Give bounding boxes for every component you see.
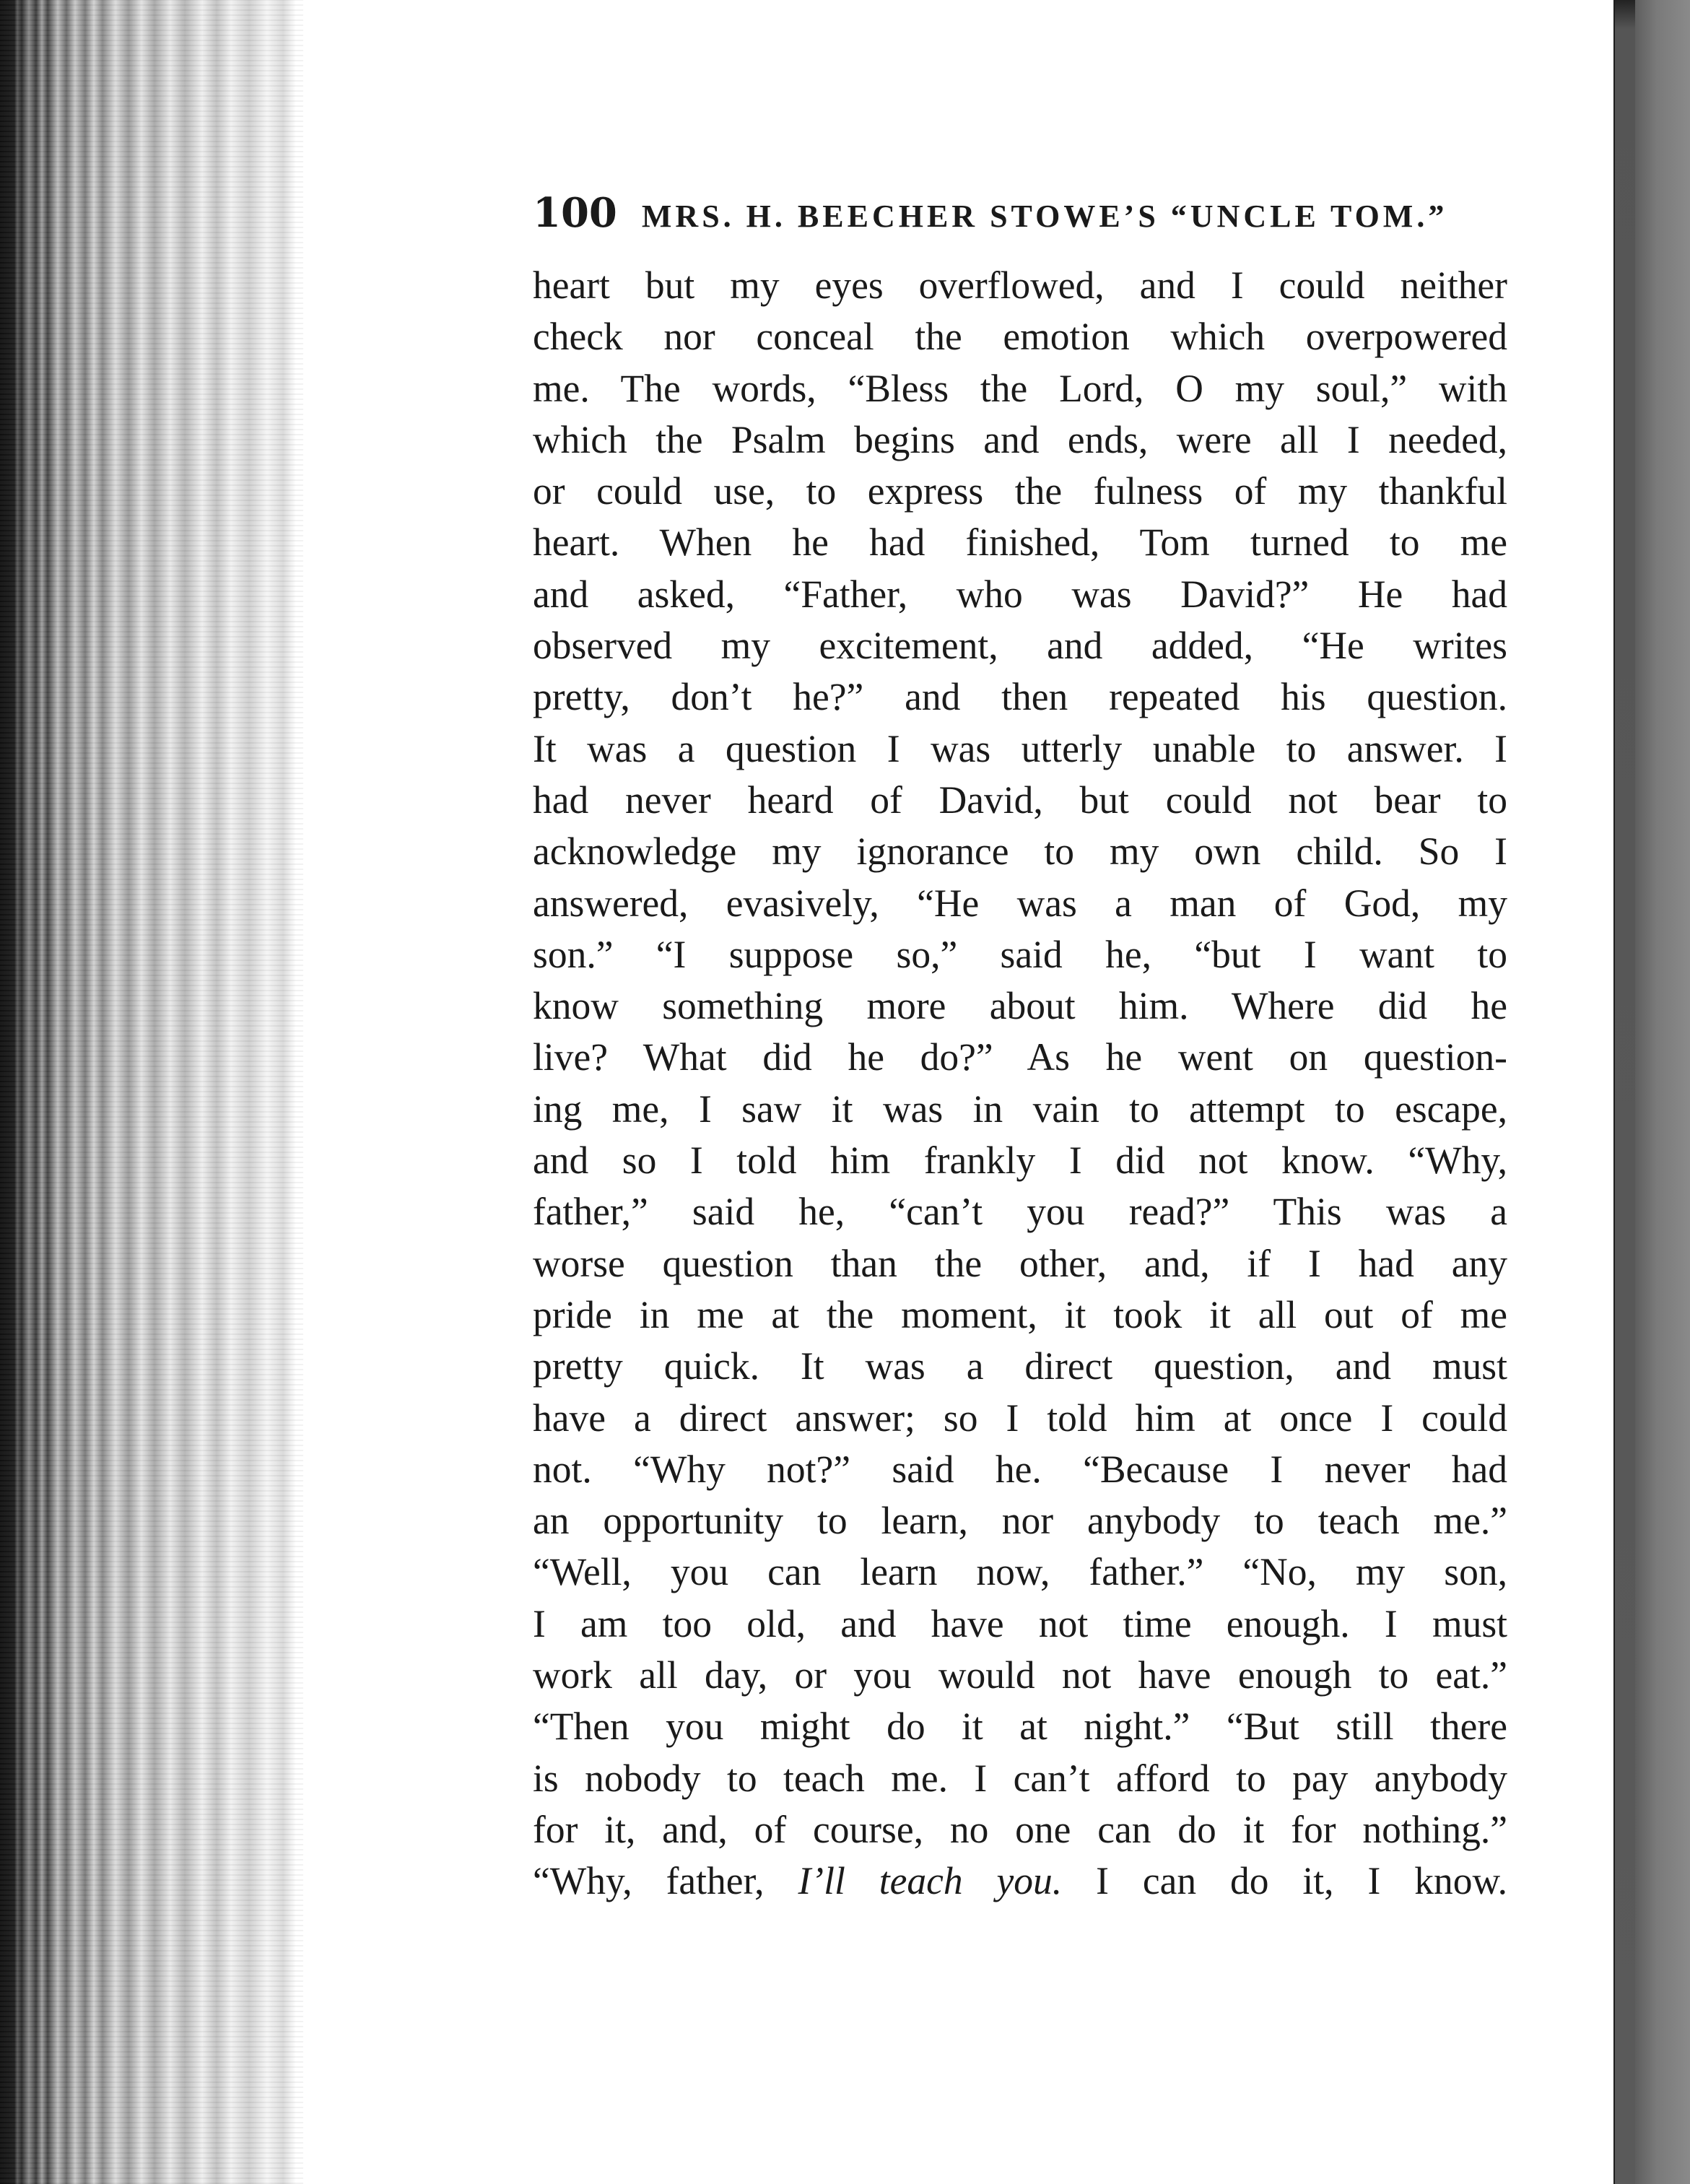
text-line: answered, evasively, “He was a man of God, my bbox=[533, 881, 1507, 925]
text-line: check nor conceal the emotion which overpowered bbox=[533, 315, 1507, 359]
text-line: It was a question I was utterly unable to answer. I bbox=[533, 726, 1507, 770]
text-line: and asked, “Father, who was David?” He had bbox=[533, 572, 1507, 616]
last-line-end: I can do it, I know. bbox=[1062, 1859, 1507, 1903]
text-line: worse question than the other, and, if I had any bbox=[533, 1241, 1507, 1285]
text-line: an opportunity to learn, nor anybody to teach me.” bbox=[533, 1499, 1507, 1543]
text-line: for it, and, of course, no one can do it for nothing.” bbox=[533, 1807, 1507, 1851]
book-right-edge-strip bbox=[1615, 0, 1635, 2184]
running-title: MRS. H. BEECHER STOWE’S “UNCLE TOM.” bbox=[641, 199, 1448, 234]
page-text-block bbox=[533, 180, 1507, 1907]
text-line: acknowledge my ignorance to my own child. So I bbox=[533, 830, 1507, 874]
last-line-italic: I’ll teach you. bbox=[798, 1859, 1063, 1903]
text-line: live? What did he do?” As he went on question- bbox=[533, 1035, 1507, 1079]
text-line: have a direct answer; so I told him at once I could bbox=[533, 1396, 1507, 1440]
text-line: heart. When he had finished, Tom turned to me bbox=[533, 521, 1507, 565]
text-line: had never heard of David, but could not bear to bbox=[533, 778, 1507, 822]
last-line-start: “Why, father, bbox=[533, 1859, 798, 1903]
text-line: work all day, or you would not have enough to eat.” bbox=[533, 1653, 1507, 1697]
text-line: “Then you might do it at night.” “But still there bbox=[533, 1705, 1507, 1749]
text-line: pretty quick. It was a direct question, and must bbox=[533, 1344, 1507, 1388]
text-line: and so I told him frankly I did not know. “Why, bbox=[533, 1139, 1507, 1183]
text-line: which the Psalm begins and ends, were all I needed, bbox=[533, 417, 1507, 461]
text-line: pretty, don’t he?” and then repeated his question. bbox=[533, 675, 1507, 719]
text-line: me. The words, “Bless the Lord, O my soul,” with bbox=[533, 366, 1507, 410]
text-line: pride in me at the moment, it took it all out of me bbox=[533, 1292, 1507, 1336]
text-line: heart but my eyes overflowed, and I could neither bbox=[533, 264, 1507, 307]
text-line: know something more about him. Where did he bbox=[533, 984, 1507, 1028]
text-line: observed my excitement, and added, “He writes bbox=[533, 624, 1507, 668]
text-line: ing me, I saw it was in vain to attempt to escape, bbox=[533, 1087, 1507, 1131]
text-line: “Well, you can learn now, father.” “No, my son, bbox=[533, 1550, 1507, 1594]
text-line: son.” “I suppose so,” said he, “but I want to bbox=[533, 932, 1507, 976]
text-line: or could use, to express the fulness of my thankful bbox=[533, 469, 1507, 513]
text-line: is nobody to teach me. I can’t afford to pay anybody bbox=[533, 1756, 1507, 1800]
page-number: 100 bbox=[533, 189, 617, 237]
text-line-last bbox=[533, 1855, 1507, 1907]
running-head bbox=[533, 180, 1507, 245]
text-line: not. “Why not?” said he. “Because I never had bbox=[533, 1447, 1507, 1491]
text-line: I am too old, and have not time enough. I must bbox=[533, 1601, 1507, 1645]
book-page-edges bbox=[0, 0, 303, 2184]
body-text bbox=[533, 260, 1507, 1907]
text-line: father,” said he, “can’t you read?” This was a bbox=[533, 1190, 1507, 1234]
